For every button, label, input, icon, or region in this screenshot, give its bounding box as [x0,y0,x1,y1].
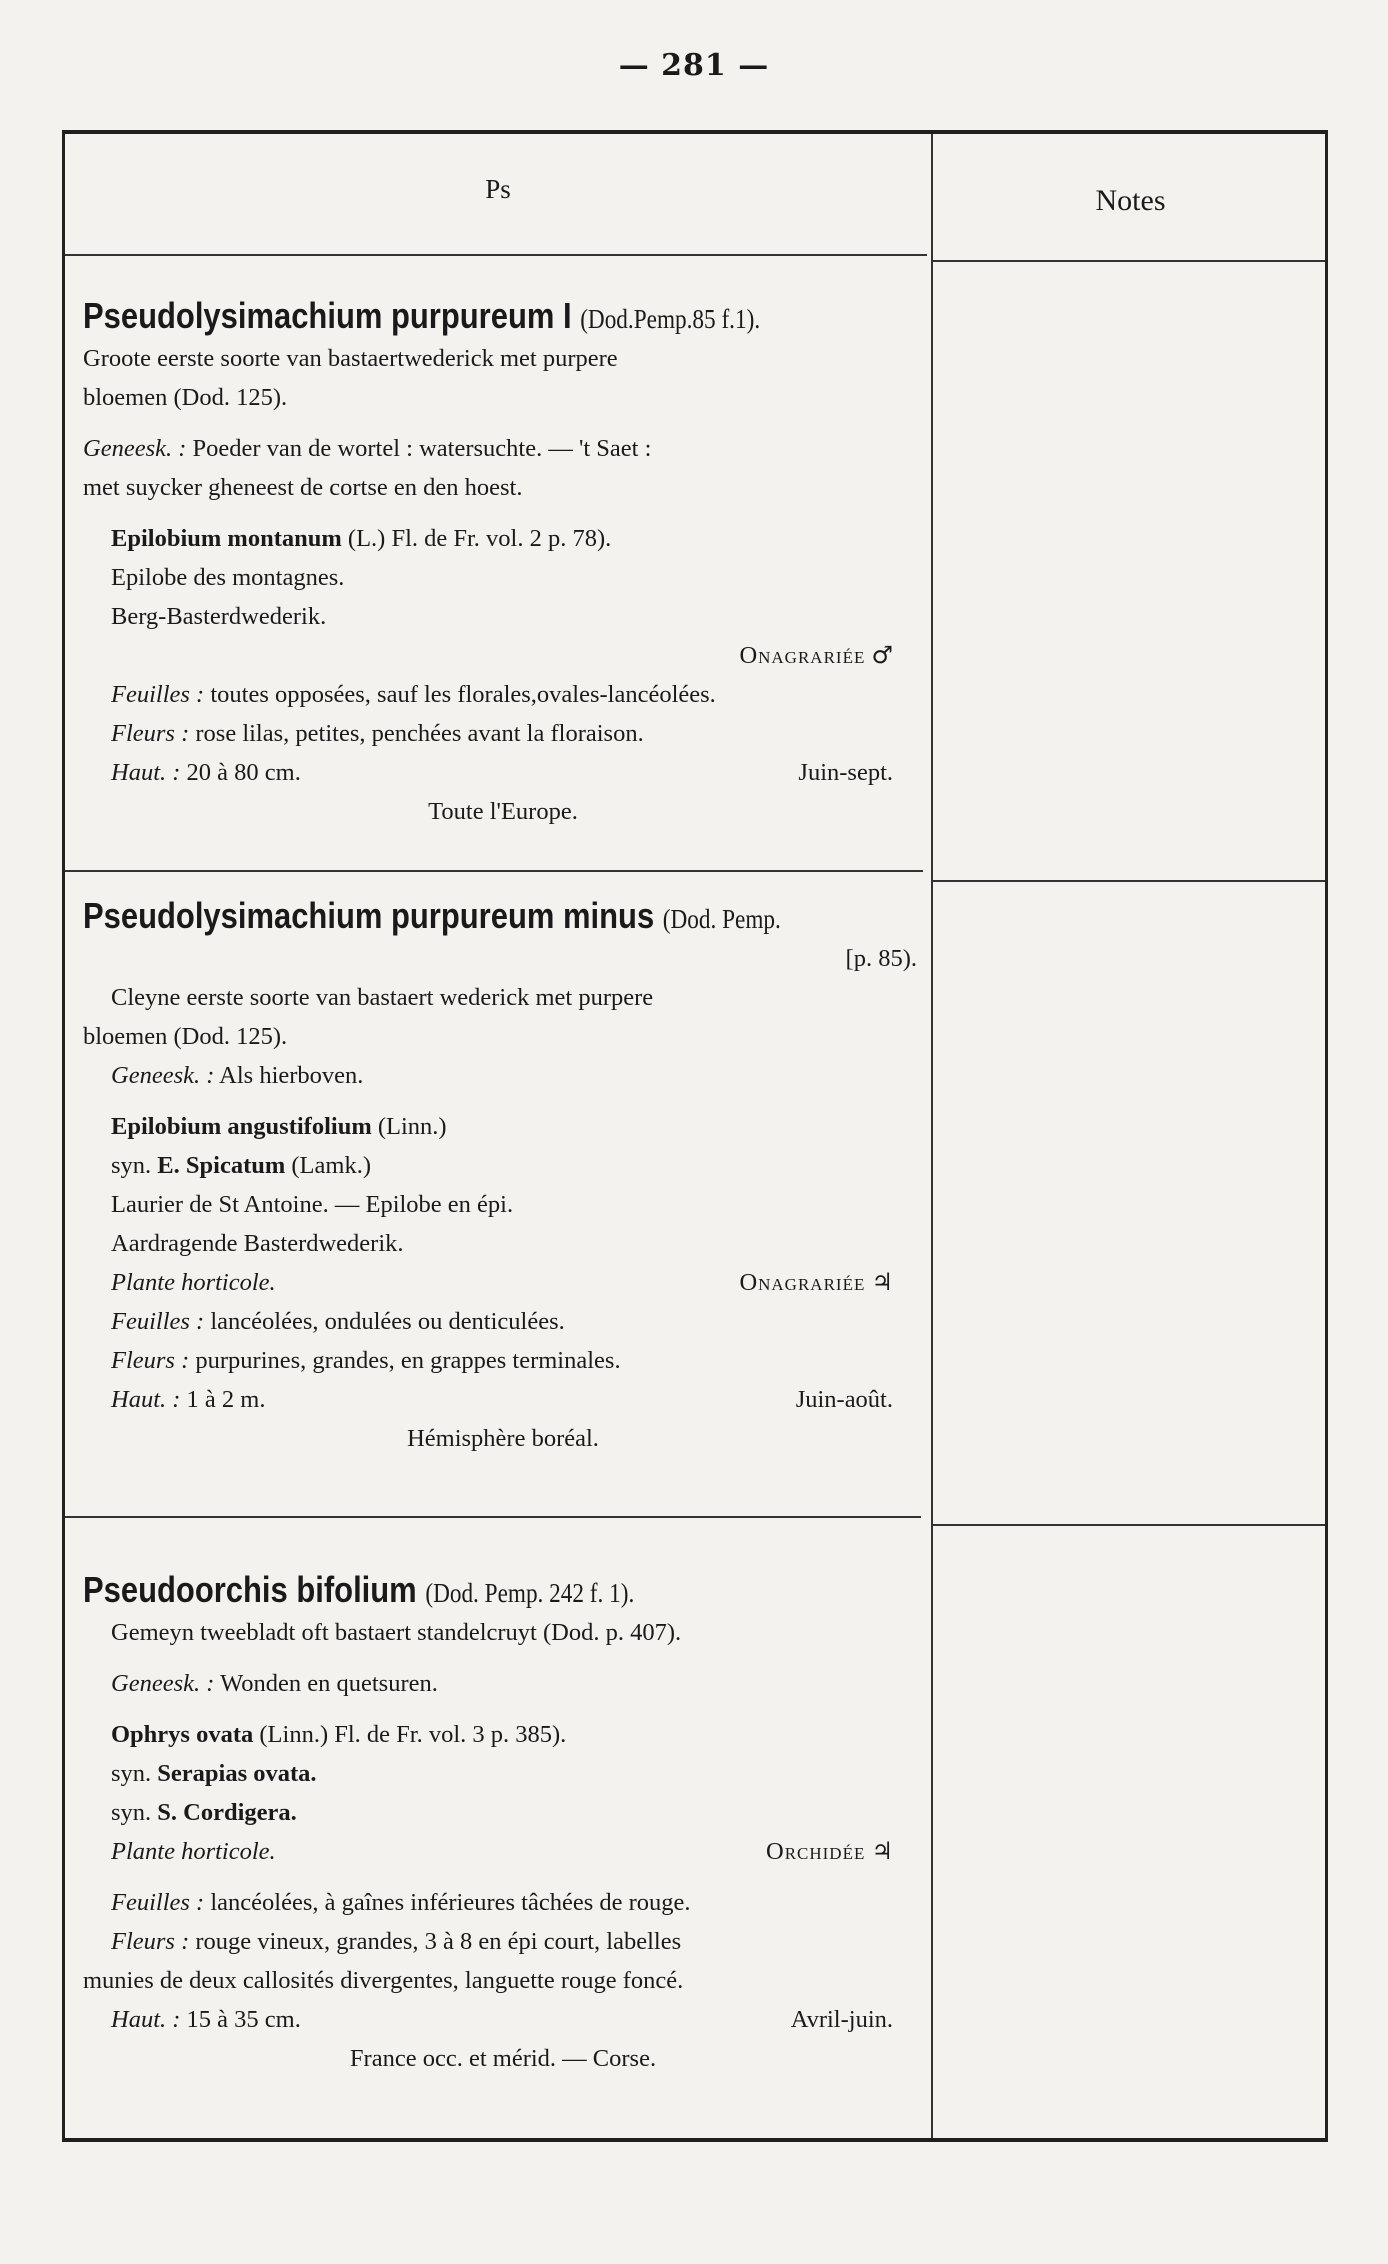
entry-height: Haut. : 15 à 35 cm. Avril-juin. [83,2000,923,2039]
entry-medicinal: Geneesk. : Poeder van de wortel : watersuchte. — 't Saet : [83,435,652,462]
header-rule-left [65,254,927,256]
entry-region: Toute l'Europe. [428,798,578,825]
entry-dutch-name: Berg-Basterdwederik. [111,603,327,630]
entry-synonym-1: syn. Serapias ovata. [111,1760,317,1787]
entry-leaves: Feuilles : lancéolées, ondulées ou denticulées. [111,1308,565,1335]
column-divider [931,134,933,2138]
entry-height: Haut. : 20 à 80 cm. Juin-sept. [83,753,923,792]
entry-height: Haut. : 1 à 2 m. Juin-août. [83,1380,923,1419]
entry-french-name: Laurier de St Antoine. — Epilobe en épi. [111,1191,514,1218]
entry-french-name: Epilobe des montagnes. [111,564,345,591]
header-notes: Notes [1095,184,1166,217]
perennial-symbol-icon: ♃ [871,1837,893,1865]
entry-flowers-cont: munies de deux callosités divergentes, languette rouge foncé. [83,1967,684,1994]
entry-family: Onagrariée ♂ [739,641,893,669]
entry-season: Juin-août. [795,1386,893,1413]
entry-region: Hémisphère boréal. [407,1425,599,1452]
entry-pseudolysimachium-purpureum-minus [83,896,923,1458]
entry-rule-1-left [65,870,923,872]
entry-pseudoorchis-bifolium [83,1570,923,2078]
entry-synonym: syn. E. Spicatum (Lamk.) [111,1152,371,1179]
header-ps: Ps [485,174,511,204]
herbarium-table [62,130,1328,2142]
entry-description: Groote eerste soorte van bastaertwederick met purpere [83,345,618,372]
entry-horticole: Plante horticole. Orchidée ♃ [111,1837,893,1865]
entry-rule-2-right [933,1524,1325,1526]
entry-pseudolysimachium-purpureum-i [83,296,923,831]
entry-season: Juin-sept. [798,759,893,786]
entry-flowers: Fleurs : rouge vineux, grandes, 3 à 8 en épi court, labelles [111,1928,682,1955]
page-number: — 281 — [618,48,770,83]
entry-medicinal: Geneesk. : Wonden en quetsuren. [111,1670,438,1697]
entry-title-ref-cont: [p. 85). [845,945,917,972]
header-rule-right [933,260,1325,262]
entry-species: Epilobium montanum (L.) Fl. de Fr. vol. 2 p. 78). [111,525,612,552]
entry-horticole: Plante horticole. Onagrariée ♃ [111,1268,893,1296]
entry-description-cont: bloemen (Dod. 125). [83,384,288,411]
entry-rule-2-left [65,1516,921,1518]
entry-region: France occ. et mérid. — Corse. [349,2045,657,2072]
male-symbol-icon: ♂ [871,641,893,669]
entry-description-cont: bloemen (Dod. 125). [83,1023,288,1050]
perennial-symbol-icon: ♃ [871,1268,893,1296]
entry-medicinal: Geneesk. : Als hierboven. [111,1062,364,1089]
entry-medicinal-cont: met suycker gheneest de cortse en den hoest. [83,474,523,501]
entry-season: Avril-juin. [790,2006,893,2033]
entry-flowers: Fleurs : purpurines, grandes, en grappes terminales. [111,1347,621,1374]
entry-rule-1-right [933,880,1325,882]
entry-dutch-name: Aardragende Basterdwederik. [111,1230,404,1257]
entry-description: Cleyne eerste soorte van bastaert wederick met purpere [111,984,654,1011]
entry-species: Epilobium angustifolium (Linn.) [111,1113,447,1140]
entry-synonym-2: syn. S. Cordigera. [111,1799,297,1826]
entry-species: Ophrys ovata (Linn.) Fl. de Fr. vol. 3 p. 385). [111,1721,567,1748]
entry-flowers: Fleurs : rose lilas, petites, penchées avant la floraison. [111,720,644,747]
entry-title: Pseudolysimachium purpureum minus (Dod. Pemp. [83,895,781,936]
entry-title: Pseudoorchis bifolium (Dod. Pemp. 242 f. 1). [83,1569,635,1610]
entry-leaves: Feuilles : lancéolées, à gaînes inférieures tâchées de rouge. [111,1889,691,1916]
entry-description: Gemeyn tweebladt oft bastaert standelcruyt (Dod. p. 407). [111,1619,682,1646]
entry-leaves: Feuilles : toutes opposées, sauf les florales,ovales-lancéolées. [111,681,716,708]
entry-title: Pseudolysimachium purpureum I (Dod.Pemp.85 f.1). [83,295,761,336]
